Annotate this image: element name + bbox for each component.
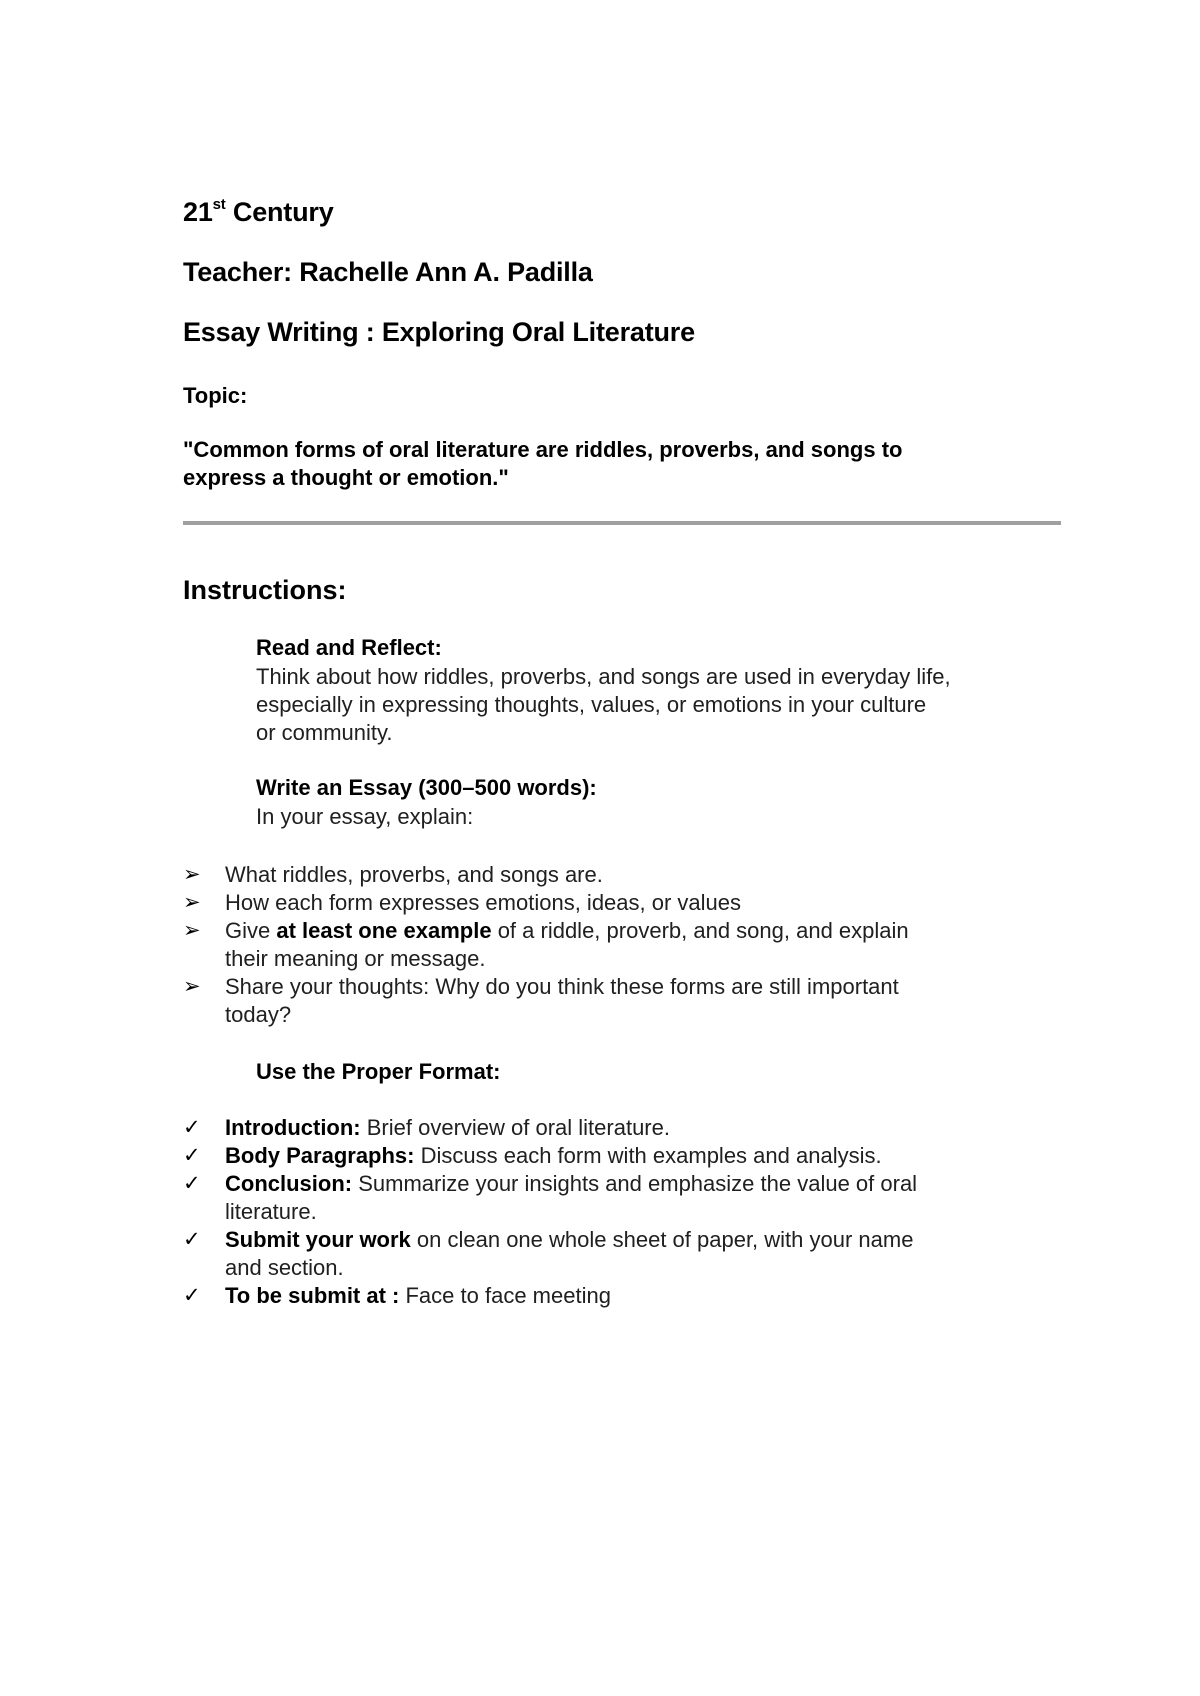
text-segment: on clean one whole sheet of paper, with your name bbox=[410, 1227, 914, 1252]
text-segment: Discuss each form with examples and analysis. bbox=[414, 1143, 882, 1168]
body-line: Think about how riddles, proverbs, and songs are used in everyday life, bbox=[256, 664, 951, 689]
topic-line: "Common forms of oral literature are riddles, proverbs, and songs to bbox=[183, 437, 903, 462]
list-item-text: Share your thoughts: Why do you think these forms are still important bbox=[225, 974, 899, 999]
course-title bbox=[183, 197, 334, 228]
topic-line: express a thought or emotion." bbox=[183, 465, 509, 490]
course-number: 21 bbox=[183, 197, 213, 227]
arrow-bullet-icon: ➢ bbox=[183, 863, 201, 886]
list-item-continuation: and section. bbox=[225, 1255, 344, 1280]
text-segment: Give bbox=[225, 918, 277, 943]
list-item bbox=[183, 1142, 917, 1170]
essay-points-list bbox=[183, 861, 909, 1029]
essay-title: Essay Writing : Exploring Oral Literature bbox=[183, 317, 695, 347]
list-item bbox=[183, 1226, 917, 1282]
bold-segment: Body Paragraphs: bbox=[225, 1143, 415, 1168]
instructions-heading: Instructions: bbox=[183, 575, 347, 605]
check-icon: ✓ bbox=[183, 1144, 201, 1167]
course-word: Century bbox=[232, 197, 334, 227]
text-segment: Face to face meeting bbox=[399, 1283, 611, 1308]
body-line: especially in expressing thoughts, values, or emotions in your culture bbox=[256, 692, 927, 717]
list-item bbox=[183, 1170, 917, 1226]
body-line: or community. bbox=[256, 720, 393, 745]
list-item-text bbox=[225, 918, 909, 943]
list-item-continuation: literature. bbox=[225, 1199, 317, 1224]
check-icon: ✓ bbox=[183, 1116, 201, 1139]
list-item bbox=[183, 889, 909, 917]
format-heading: Use the Proper Format: bbox=[256, 1059, 501, 1084]
bold-segment: Introduction: bbox=[225, 1115, 361, 1140]
arrow-bullet-icon: ➢ bbox=[183, 975, 201, 998]
topic-label: Topic: bbox=[183, 383, 248, 408]
check-icon: ✓ bbox=[183, 1284, 201, 1307]
teacher-name: Teacher: Rachelle Ann A. Padilla bbox=[183, 257, 593, 287]
text-segment: of a riddle, proverb, and song, and explain bbox=[491, 918, 909, 943]
arrow-bullet-icon: ➢ bbox=[183, 919, 201, 942]
read-reflect-heading: Read and Reflect: bbox=[256, 635, 442, 660]
list-item bbox=[183, 917, 909, 973]
horizontal-divider bbox=[183, 521, 1061, 525]
list-item-continuation: today? bbox=[225, 1002, 292, 1027]
bold-segment: To be submit at : bbox=[225, 1283, 400, 1308]
course-suffix: st bbox=[212, 196, 226, 213]
read-reflect-body bbox=[256, 663, 951, 747]
bold-segment: at least one example bbox=[276, 918, 492, 943]
text-segment: Summarize your insights and emphasize the value of oral bbox=[352, 1171, 918, 1196]
list-item-text: What riddles, proverbs, and songs are. bbox=[225, 862, 603, 887]
text-segment: Brief overview of oral literature. bbox=[360, 1115, 670, 1140]
bold-segment: Conclusion: bbox=[225, 1171, 353, 1196]
list-item bbox=[183, 1282, 917, 1310]
list-item bbox=[183, 973, 909, 1029]
check-icon: ✓ bbox=[183, 1228, 201, 1251]
write-essay-heading: Write an Essay (300–500 words): bbox=[256, 775, 597, 800]
write-essay-body: In your essay, explain: bbox=[256, 804, 474, 829]
list-item bbox=[183, 861, 909, 889]
format-checklist bbox=[183, 1114, 917, 1310]
list-item-text: How each form expresses emotions, ideas, or values bbox=[225, 890, 742, 915]
topic-quote bbox=[183, 436, 902, 492]
list-item-continuation: their meaning or message. bbox=[225, 946, 486, 971]
check-icon: ✓ bbox=[183, 1172, 201, 1195]
arrow-bullet-icon: ➢ bbox=[183, 891, 201, 914]
bold-segment: Submit your work bbox=[225, 1227, 411, 1252]
list-item bbox=[183, 1114, 917, 1142]
